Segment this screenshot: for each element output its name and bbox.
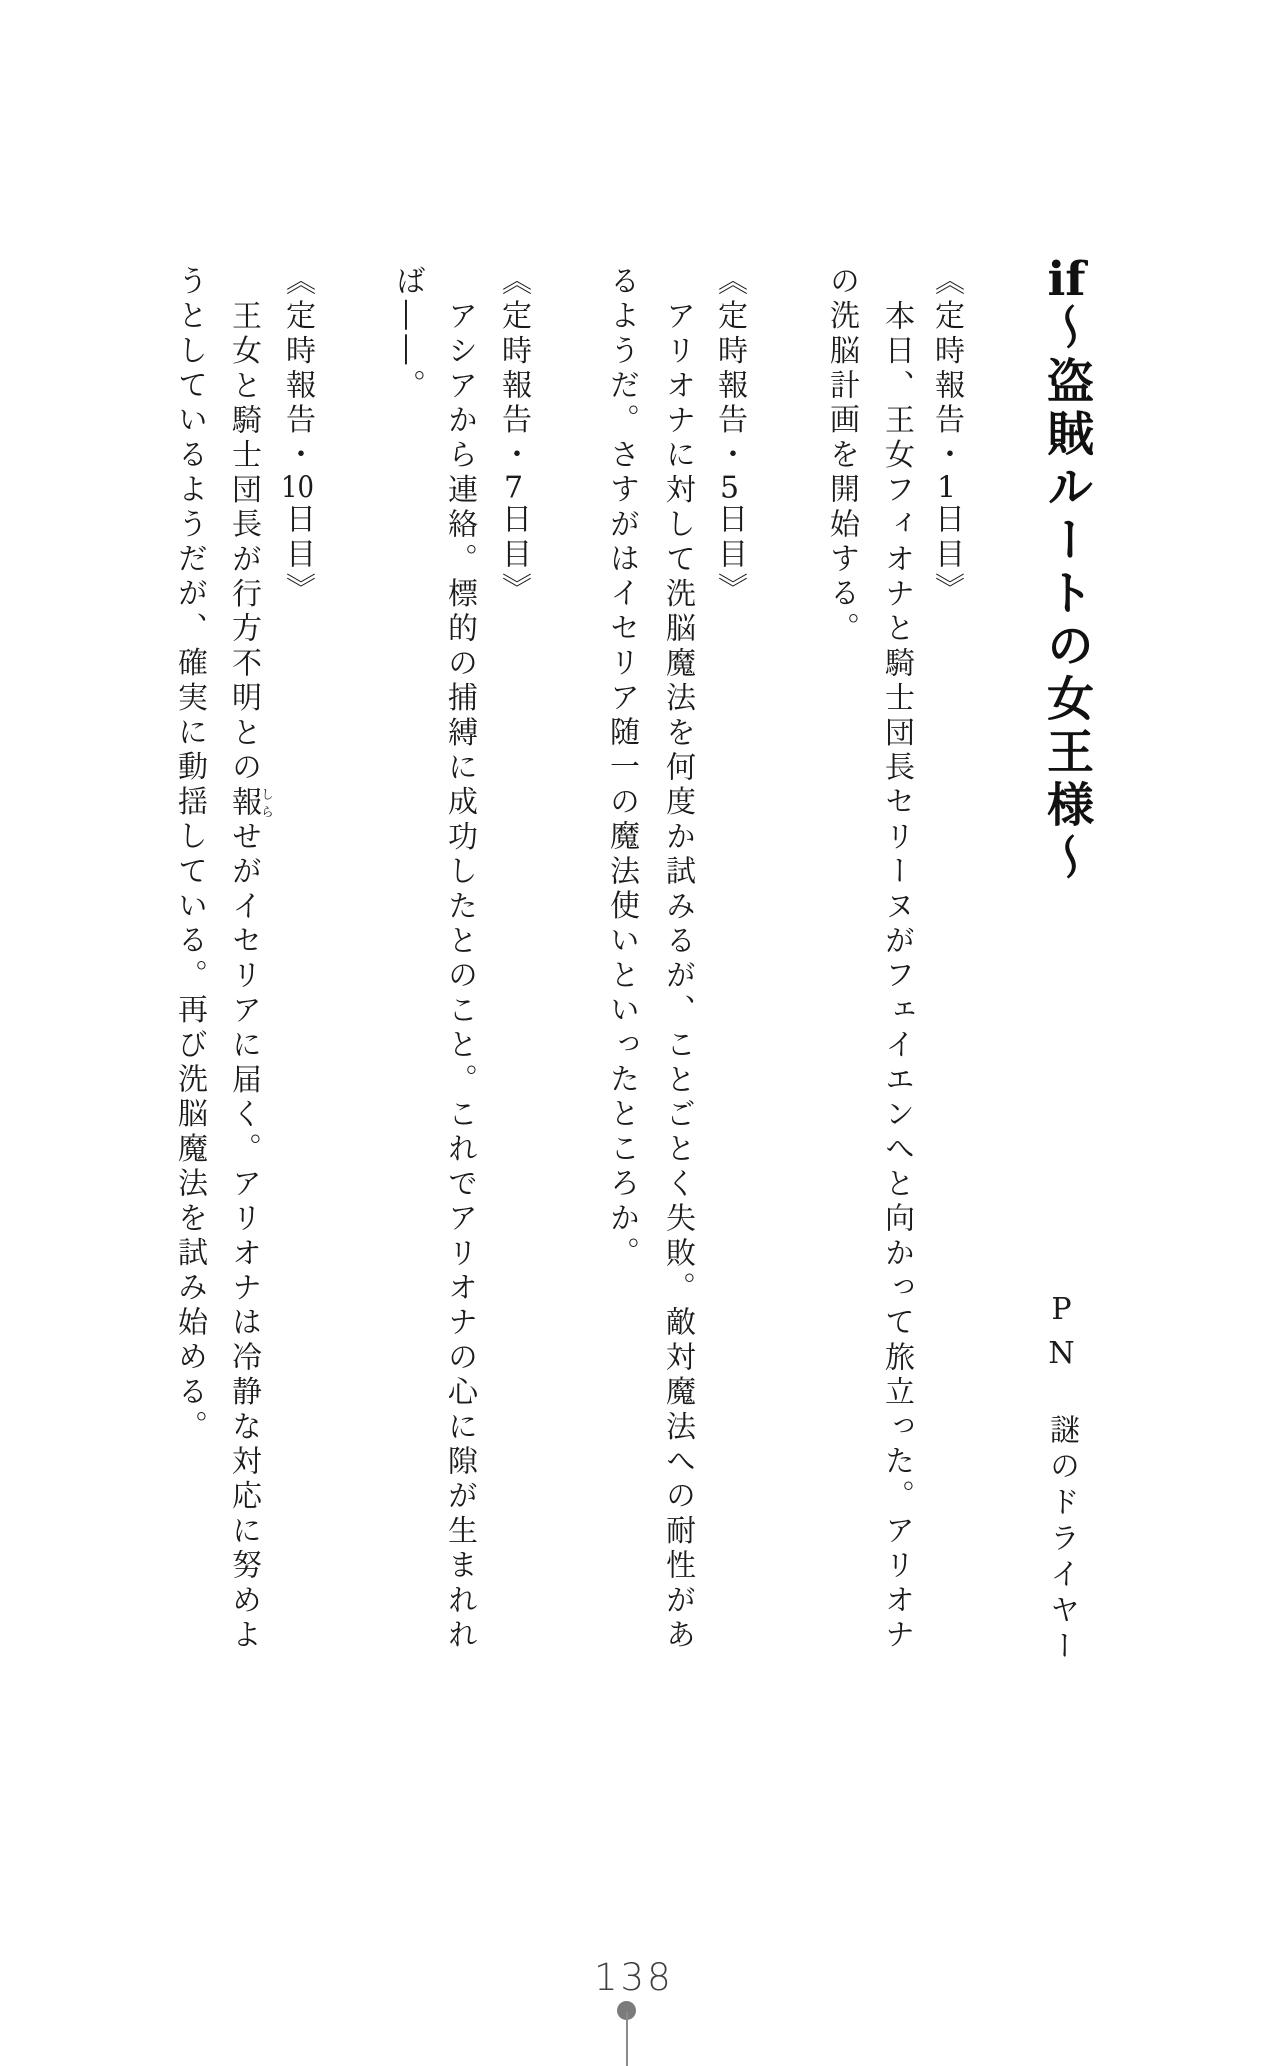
entry-header-text: 日目》 [280,503,315,608]
entry-header-day-number: 5 [719,473,740,504]
pen-name: 謎のドライヤー [1044,1414,1079,1666]
pen-name-label: PN [1044,1292,1079,1380]
page-number: 138 [594,1956,674,1999]
entry-line: の洗脳計画を開始する。 [824,265,859,647]
entry-header-day10 [278,265,316,607]
entry-line: アシアから連絡。標的の捕縛に成功したとのこと。これでアリオナの心に隙が生まれれ [442,300,477,1654]
entry-header-text: 《定時報告・ [929,265,964,474]
entry-line: うとしているようだが、確実に動揺している。再び洗脳魔法を試み始める。 [172,265,207,1445]
entry-header-text: 日目》 [712,503,747,608]
entry-header-day-number: 7 [503,473,524,504]
entry-header-text: 《定時報告・ [712,265,747,474]
entry-header-text: 《定時報告・ [496,265,531,474]
author-credit [1042,1292,1080,1666]
entry-line: るようだ。さすがはイセリア随一の魔法使いといったところか。 [604,265,639,1272]
entry-header-text: 《定時報告・ [280,265,315,474]
entry-header-text: 日目》 [496,503,531,608]
entry-header-day1 [927,265,965,607]
entry-line-segment: せがイセリアに届く。アリオナは冷静な対応に努めよ [226,820,261,1654]
entry-line: 本日、王女フィオナと騎士団長セリーヌがフェイエンへと向かって旅立った。アリオナ [879,300,914,1654]
chapter-title-rest: 〜盗賊ルートの女王様〜 [1039,303,1094,886]
chapter-title [1038,256,1094,886]
entry-header-day5 [710,265,748,607]
entry-line-segment: 王女と騎士団長が行方不明との [226,300,261,786]
chapter-title-latin: if [1047,256,1086,303]
entry-header-text: 日目》 [929,503,964,608]
entry-line: アリオナに対して洗脳魔法を何度か試みるが、ことごとく失敗。敵対魔法への耐性があ [660,300,695,1654]
ruby-annotation [226,785,273,821]
entry-line: ば――。 [390,265,425,404]
footer-rule-ornament [626,2012,628,2066]
entry-header-day-number: 10 [281,473,314,504]
entry-header-day7 [494,265,532,607]
entry-header-day-number: 1 [936,473,957,504]
ruby-text: しら [258,785,273,821]
entry-line-with-ruby [224,265,273,1653]
ruby-base: 報 [226,785,261,821]
